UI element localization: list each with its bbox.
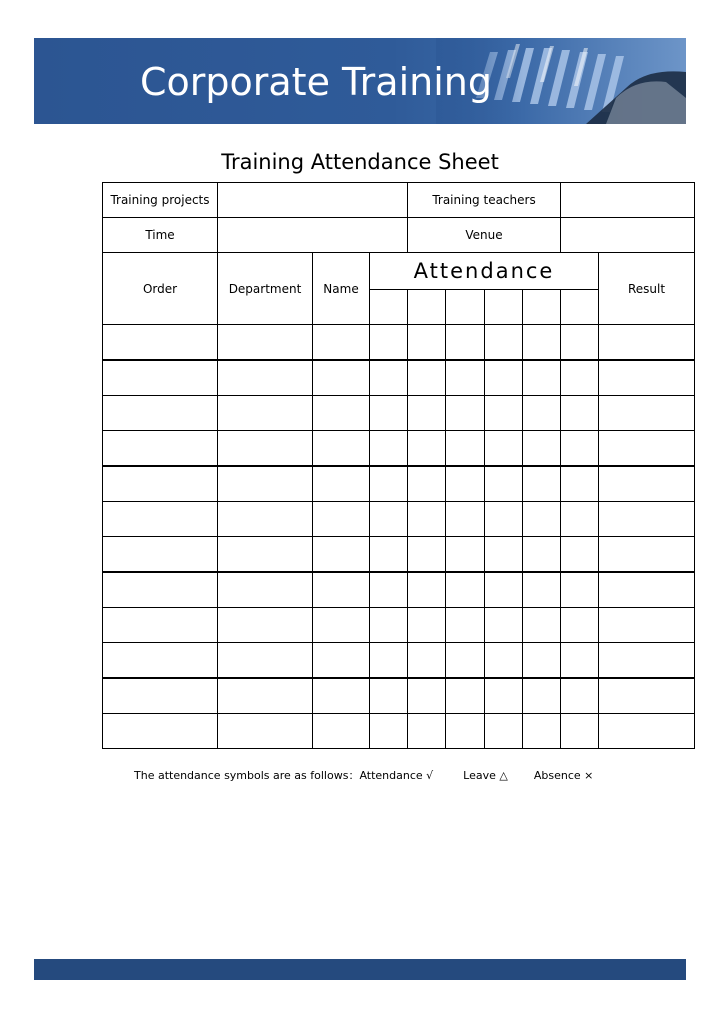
table-cell[interactable] bbox=[103, 360, 218, 396]
table-cell[interactable] bbox=[446, 608, 485, 643]
table-row bbox=[103, 502, 695, 537]
attendance-session-cell[interactable] bbox=[561, 290, 599, 325]
table-cell[interactable] bbox=[561, 466, 599, 502]
table-cell[interactable] bbox=[408, 431, 446, 467]
table-cell[interactable] bbox=[408, 714, 446, 749]
table-cell[interactable] bbox=[446, 572, 485, 608]
table-row bbox=[103, 572, 695, 608]
table-cell[interactable] bbox=[103, 643, 218, 679]
table-cell[interactable] bbox=[523, 502, 561, 537]
table-cell[interactable] bbox=[523, 396, 561, 431]
table-cell[interactable] bbox=[103, 572, 218, 608]
table-cell[interactable] bbox=[218, 678, 313, 714]
table-cell[interactable] bbox=[313, 502, 370, 537]
table-cell[interactable] bbox=[103, 608, 218, 643]
time-label: Time bbox=[103, 218, 218, 253]
table-cell[interactable] bbox=[561, 608, 599, 643]
table-cell[interactable] bbox=[485, 643, 523, 679]
table-cell[interactable] bbox=[103, 466, 218, 502]
table-cell[interactable] bbox=[561, 572, 599, 608]
table-cell[interactable] bbox=[103, 714, 218, 749]
name-header: Name bbox=[313, 253, 370, 325]
table-cell[interactable] bbox=[408, 643, 446, 679]
table-cell[interactable] bbox=[218, 714, 313, 749]
table-cell[interactable] bbox=[523, 714, 561, 749]
table-cell[interactable] bbox=[599, 502, 695, 537]
table-cell[interactable] bbox=[485, 431, 523, 467]
legend-attendance: The attendance symbols are as follows：Attendance √ bbox=[134, 769, 434, 782]
table-cell[interactable] bbox=[313, 431, 370, 467]
table-cell[interactable] bbox=[485, 325, 523, 361]
table-cell[interactable] bbox=[408, 360, 446, 396]
table-cell[interactable] bbox=[313, 678, 370, 714]
table-cell[interactable] bbox=[599, 643, 695, 679]
table-cell[interactable] bbox=[561, 678, 599, 714]
table-cell[interactable] bbox=[523, 466, 561, 502]
info-row-time bbox=[103, 218, 695, 253]
table-cell[interactable] bbox=[523, 431, 561, 467]
table-cell[interactable] bbox=[446, 643, 485, 679]
table-cell[interactable] bbox=[599, 431, 695, 467]
table-row bbox=[103, 466, 695, 502]
table-cell[interactable] bbox=[599, 466, 695, 502]
attendance-table bbox=[102, 182, 695, 749]
table-cell[interactable] bbox=[485, 396, 523, 431]
table-cell[interactable] bbox=[370, 325, 408, 361]
table-cell[interactable] bbox=[485, 502, 523, 537]
table-cell[interactable] bbox=[103, 396, 218, 431]
info-row-projects bbox=[103, 183, 695, 218]
attendance-session-cell[interactable] bbox=[523, 290, 561, 325]
table-cell[interactable] bbox=[370, 502, 408, 537]
footer-bar bbox=[34, 959, 686, 980]
table-cell[interactable] bbox=[370, 466, 408, 502]
table-cell[interactable] bbox=[485, 608, 523, 643]
result-header: Result bbox=[599, 253, 695, 325]
table-cell[interactable] bbox=[313, 714, 370, 749]
table-cell[interactable] bbox=[408, 678, 446, 714]
table-cell[interactable] bbox=[103, 678, 218, 714]
table-row bbox=[103, 608, 695, 643]
training-projects-value[interactable] bbox=[218, 183, 408, 218]
table-cell[interactable] bbox=[599, 572, 695, 608]
table-cell[interactable] bbox=[408, 572, 446, 608]
table-cell[interactable] bbox=[218, 466, 313, 502]
table-row bbox=[103, 396, 695, 431]
table-cell[interactable] bbox=[370, 537, 408, 573]
table-cell[interactable] bbox=[370, 678, 408, 714]
table-cell[interactable] bbox=[218, 360, 313, 396]
table-cell[interactable] bbox=[561, 537, 599, 573]
table-cell[interactable] bbox=[485, 714, 523, 749]
table-cell[interactable] bbox=[218, 325, 313, 361]
department-header: Department bbox=[218, 253, 313, 325]
table-cell[interactable] bbox=[561, 325, 599, 361]
attendance-legend bbox=[134, 767, 593, 783]
attendance-header: Attendance bbox=[370, 253, 599, 290]
table-cell[interactable] bbox=[599, 678, 695, 714]
attendance-rows bbox=[103, 325, 695, 749]
attendance-session-cell[interactable] bbox=[446, 290, 485, 325]
venue-label: Venue bbox=[408, 218, 561, 253]
header-banner bbox=[34, 38, 686, 124]
table-cell[interactable] bbox=[313, 325, 370, 361]
table-cell[interactable] bbox=[408, 502, 446, 537]
table-cell[interactable] bbox=[523, 678, 561, 714]
table-cell[interactable] bbox=[313, 608, 370, 643]
table-cell[interactable] bbox=[313, 572, 370, 608]
table-row bbox=[103, 431, 695, 467]
training-projects-label: Training projects bbox=[103, 183, 218, 218]
table-cell[interactable] bbox=[218, 572, 313, 608]
table-cell[interactable] bbox=[408, 396, 446, 431]
table-cell[interactable] bbox=[313, 537, 370, 573]
table-row bbox=[103, 678, 695, 714]
training-teachers-value[interactable] bbox=[561, 183, 695, 218]
table-cell[interactable] bbox=[313, 466, 370, 502]
table-cell[interactable] bbox=[561, 396, 599, 431]
table-cell[interactable] bbox=[446, 714, 485, 749]
table-cell[interactable] bbox=[103, 325, 218, 361]
table-row bbox=[103, 643, 695, 679]
table-cell[interactable] bbox=[446, 396, 485, 431]
column-header-row bbox=[103, 253, 695, 290]
table-cell[interactable] bbox=[446, 360, 485, 396]
table-cell[interactable] bbox=[313, 396, 370, 431]
table-cell[interactable] bbox=[103, 502, 218, 537]
table-cell[interactable] bbox=[218, 396, 313, 431]
table-cell[interactable] bbox=[561, 431, 599, 467]
table-cell[interactable] bbox=[218, 537, 313, 573]
table-cell[interactable] bbox=[485, 572, 523, 608]
table-cell[interactable] bbox=[370, 714, 408, 749]
venue-value[interactable] bbox=[561, 218, 695, 253]
table-cell[interactable] bbox=[370, 360, 408, 396]
training-teachers-label: Training teachers bbox=[408, 183, 561, 218]
table-cell[interactable] bbox=[370, 608, 408, 643]
table-cell[interactable] bbox=[561, 360, 599, 396]
table-cell[interactable] bbox=[103, 431, 218, 467]
legend-leave: Leave △ bbox=[463, 769, 508, 782]
table-cell[interactable] bbox=[485, 537, 523, 573]
table-cell[interactable] bbox=[446, 431, 485, 467]
attendance-session-cell[interactable] bbox=[370, 290, 408, 325]
table-cell[interactable] bbox=[599, 608, 695, 643]
table-cell[interactable] bbox=[446, 537, 485, 573]
table-cell[interactable] bbox=[218, 643, 313, 679]
table-cell[interactable] bbox=[561, 502, 599, 537]
table-cell[interactable] bbox=[218, 431, 313, 467]
legend-absence: Absence × bbox=[533, 769, 594, 782]
table-cell[interactable] bbox=[446, 502, 485, 537]
sheet-title: Training Attendance Sheet bbox=[221, 150, 499, 174]
table-cell[interactable] bbox=[599, 714, 695, 749]
table-cell[interactable] bbox=[523, 325, 561, 361]
table-cell[interactable] bbox=[523, 608, 561, 643]
table-cell[interactable] bbox=[313, 360, 370, 396]
table-cell[interactable] bbox=[218, 502, 313, 537]
table-cell[interactable] bbox=[561, 714, 599, 749]
table-cell[interactable] bbox=[370, 431, 408, 467]
table-cell[interactable] bbox=[523, 572, 561, 608]
table-cell[interactable] bbox=[561, 643, 599, 679]
table-cell[interactable] bbox=[408, 537, 446, 573]
table-cell[interactable] bbox=[408, 608, 446, 643]
order-header: Order bbox=[103, 253, 218, 325]
banner-title: Corporate Training bbox=[140, 60, 492, 104]
table-cell[interactable] bbox=[523, 360, 561, 396]
table-row bbox=[103, 714, 695, 749]
table-cell[interactable] bbox=[599, 537, 695, 573]
table-cell[interactable] bbox=[446, 466, 485, 502]
table-row bbox=[103, 537, 695, 573]
table-cell[interactable] bbox=[313, 643, 370, 679]
table-cell[interactable] bbox=[370, 396, 408, 431]
table-cell[interactable] bbox=[485, 678, 523, 714]
table-cell[interactable] bbox=[523, 643, 561, 679]
table-cell[interactable] bbox=[408, 325, 446, 361]
table-row bbox=[103, 360, 695, 396]
attendance-session-cell[interactable] bbox=[408, 290, 446, 325]
time-value[interactable] bbox=[218, 218, 408, 253]
table-cell[interactable] bbox=[103, 537, 218, 573]
table-cell[interactable] bbox=[408, 466, 446, 502]
table-cell[interactable] bbox=[599, 396, 695, 431]
table-cell[interactable] bbox=[485, 360, 523, 396]
table-row bbox=[103, 325, 695, 361]
table-cell[interactable] bbox=[370, 572, 408, 608]
table-cell[interactable] bbox=[218, 608, 313, 643]
table-cell[interactable] bbox=[485, 466, 523, 502]
table-cell[interactable] bbox=[446, 325, 485, 361]
table-cell[interactable] bbox=[370, 643, 408, 679]
table-cell[interactable] bbox=[523, 537, 561, 573]
table-cell[interactable] bbox=[599, 325, 695, 361]
attendance-session-cell[interactable] bbox=[485, 290, 523, 325]
table-cell[interactable] bbox=[446, 678, 485, 714]
table-cell[interactable] bbox=[599, 360, 695, 396]
